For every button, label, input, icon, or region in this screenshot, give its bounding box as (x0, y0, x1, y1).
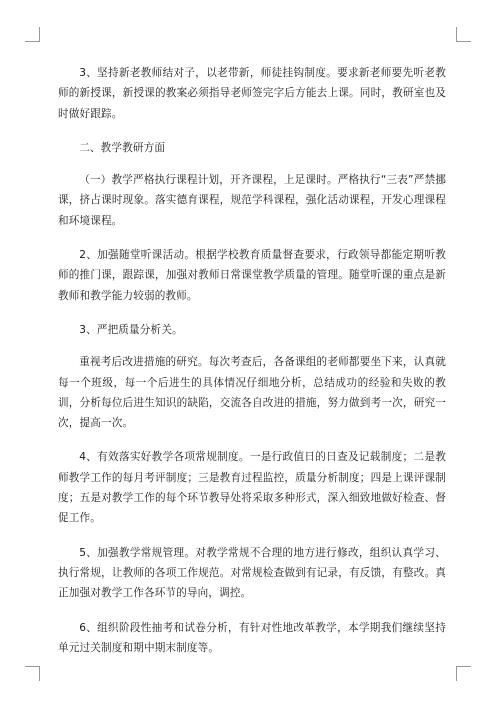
document-body (58, 63, 446, 672)
paragraph-quality-analysis-heading: 3、严把质量分析关。 (79, 323, 183, 336)
paragraph-post-exam-improvement: 重视考后改进措施的研究。每次考查后，各备课组的老师都要坐下来，认真就每一个班级，每一个后进生的具体情况仔细地分析，总结成功的经验和失败的教训，分析每位后进生知识的缺陷，交流各自改进的措施，努力做到考一次，研究一次，提高一次。 (58, 356, 446, 430)
crop-mark-top-right (456, 27, 471, 42)
paragraph-routine-management: 5、加强教学常规管理。对教学常规不合理的地方进行修改，组织认真学习、执行常规，让教师的各项工作规范。对常规检查做到有记录，有反馈，有整改。真正加强对教学工作各环节的导向，调控。 (58, 546, 446, 600)
section-heading-teaching-research: 二、教学教研方面 (79, 141, 166, 154)
crop-mark-bottom-right (456, 666, 471, 681)
crop-mark-bottom-left (25, 666, 40, 681)
paragraph-curriculum-plan: （一）教学严格执行课程计划，开齐课程，上足课时。严格执行“三表”严禁挪课，挤占课时现象。落实德育课程，规范学科课程，强化活动课程，开发心理课程和环境课程。 (58, 174, 446, 227)
crop-mark-top-left (25, 27, 40, 42)
paragraph-staged-exams: 6、组织阶段性抽考和试卷分析，有针对性地改革教学，本学期我们继续坚持单元过关制度和期中期末制度等。 (58, 621, 446, 654)
paragraph-class-observation: 2、加强随堂听课活动。根据学校教育质量督查要求，行政领导都能定期听教师的推门课，跟踪课，加强对教师日常课堂教学质量的管理。随堂听课的重点是新教师和教学能力较弱的教师。 (58, 249, 446, 302)
paragraph-routine-systems: 4、有效落实好教学各项常规制度。一是行政值日的日查及记载制度；二是教师教学工作的每月考评制度；三是教育过程监控，质量分析制度；四是上课评课制度；五是对教学工作的每个环节教导处将采取多种形式，深入细致地做好检查、督促工作。 (58, 451, 446, 525)
paragraph-mentoring: 3、坚持新老教师结对子，以老带新，师徒挂钩制度。要求新老师要先听老教师的新授课，新授课的教案必须指导老师签完字后方能去上课。同时，教研室也及时做好跟踪。 (58, 67, 446, 120)
